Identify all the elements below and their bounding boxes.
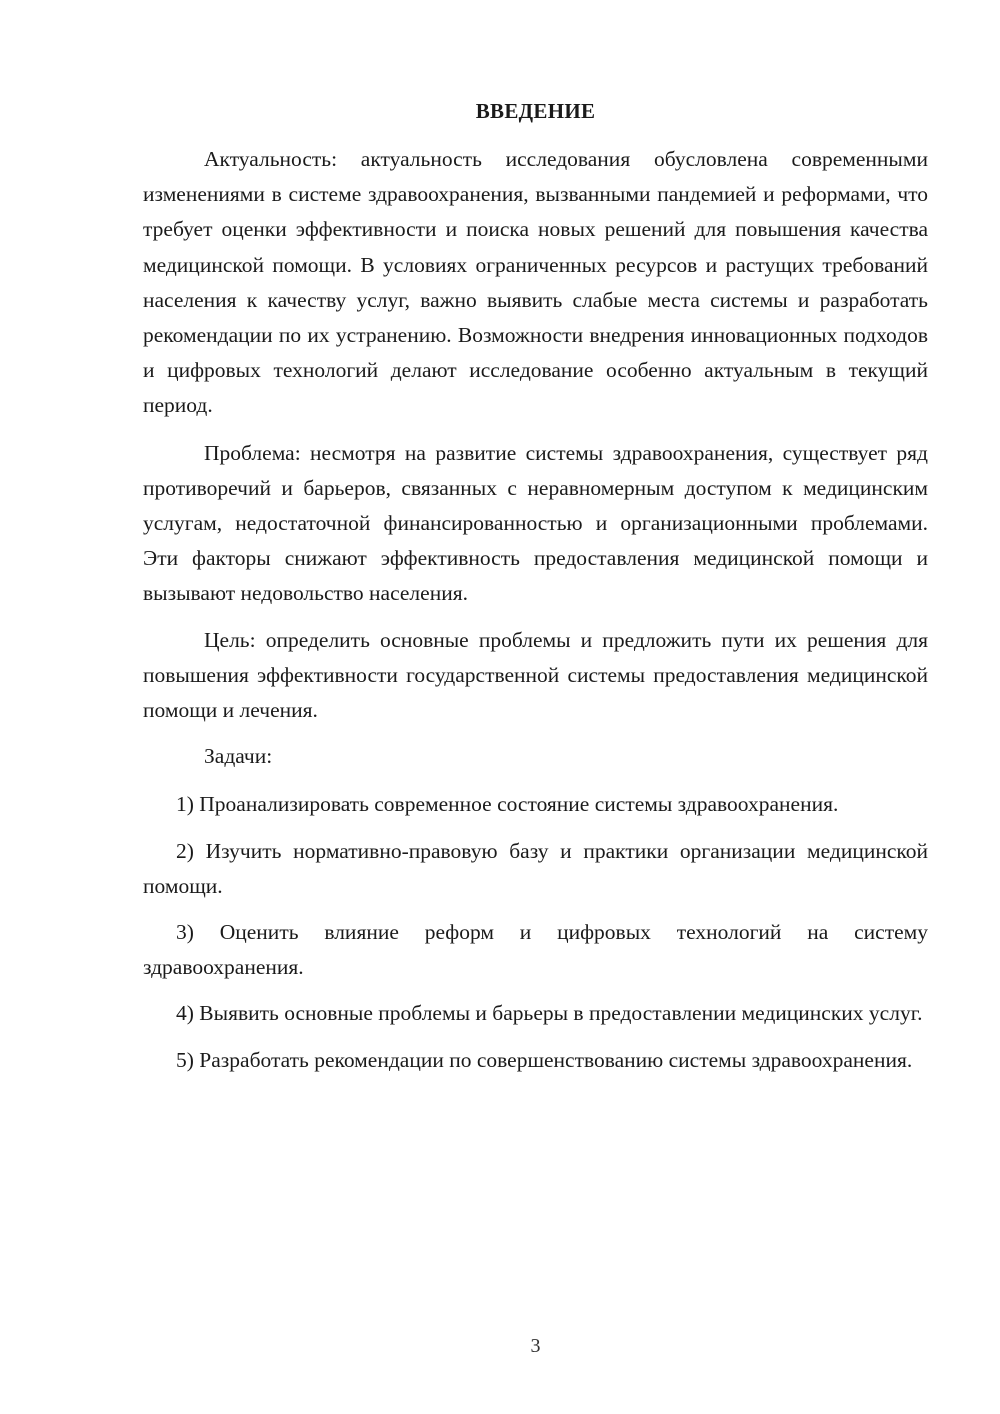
paragraph-goal: Цель: определить основные проблемы и предложить пути их решения для повышения эффективности государственной системы предоставления медицинской помощи и лечения. [143, 627, 928, 723]
paragraph-problem: Проблема: несмотря на развитие системы здравоохранения, существует ряд противоречий и барьеров, связанных с неравномерным доступом к медицинским услугам, недостаточной финансированностью и организационными проблемами. Эти факторы снижают эффективность предоставления медицинской помощи и вызывают недовольство населения. [143, 440, 928, 606]
task-item-3: 3) Оценить влияние реформ и цифровых технологий на систему здравоохранения. [143, 920, 928, 980]
document-page [143, 0, 928, 1414]
task-item-5: 5) Разработать рекомендации по совершенствованию системы здравоохранения. [176, 1047, 913, 1072]
page-number: 3 [530, 1335, 541, 1357]
task-item-1: 1) Проанализировать современное состояние системы здравоохранения. [176, 792, 839, 817]
task-item-4: 4) Выявить основные проблемы и барьеры в предоставлении медицинских услуг. [176, 1001, 923, 1026]
tasks-heading: Задачи: [204, 744, 273, 769]
task-item-2: 2) Изучить нормативно-правовую базу и практики организации медицинской помощи. [143, 838, 928, 898]
paragraph-relevance: Актуальность: актуальность исследования обусловлена современными изменениями в системе здравоохранения, вызванными пандемией и реформами, что требует оценки эффективности и поиска новых решений для повышения качества медицинской помощи. В условиях ограниченных ресурсов и растущих требований населения к качеству услуг, важно выявить слабые места системы и разработать рекомендации по их устранению. Возможности внедрения инновационных подходов и цифровых технологий делают исследование особенно актуальным в текущий период. [143, 147, 928, 418]
section-title: ВВЕДЕНИЕ [475, 99, 596, 123]
document-body [143, 142, 928, 1078]
